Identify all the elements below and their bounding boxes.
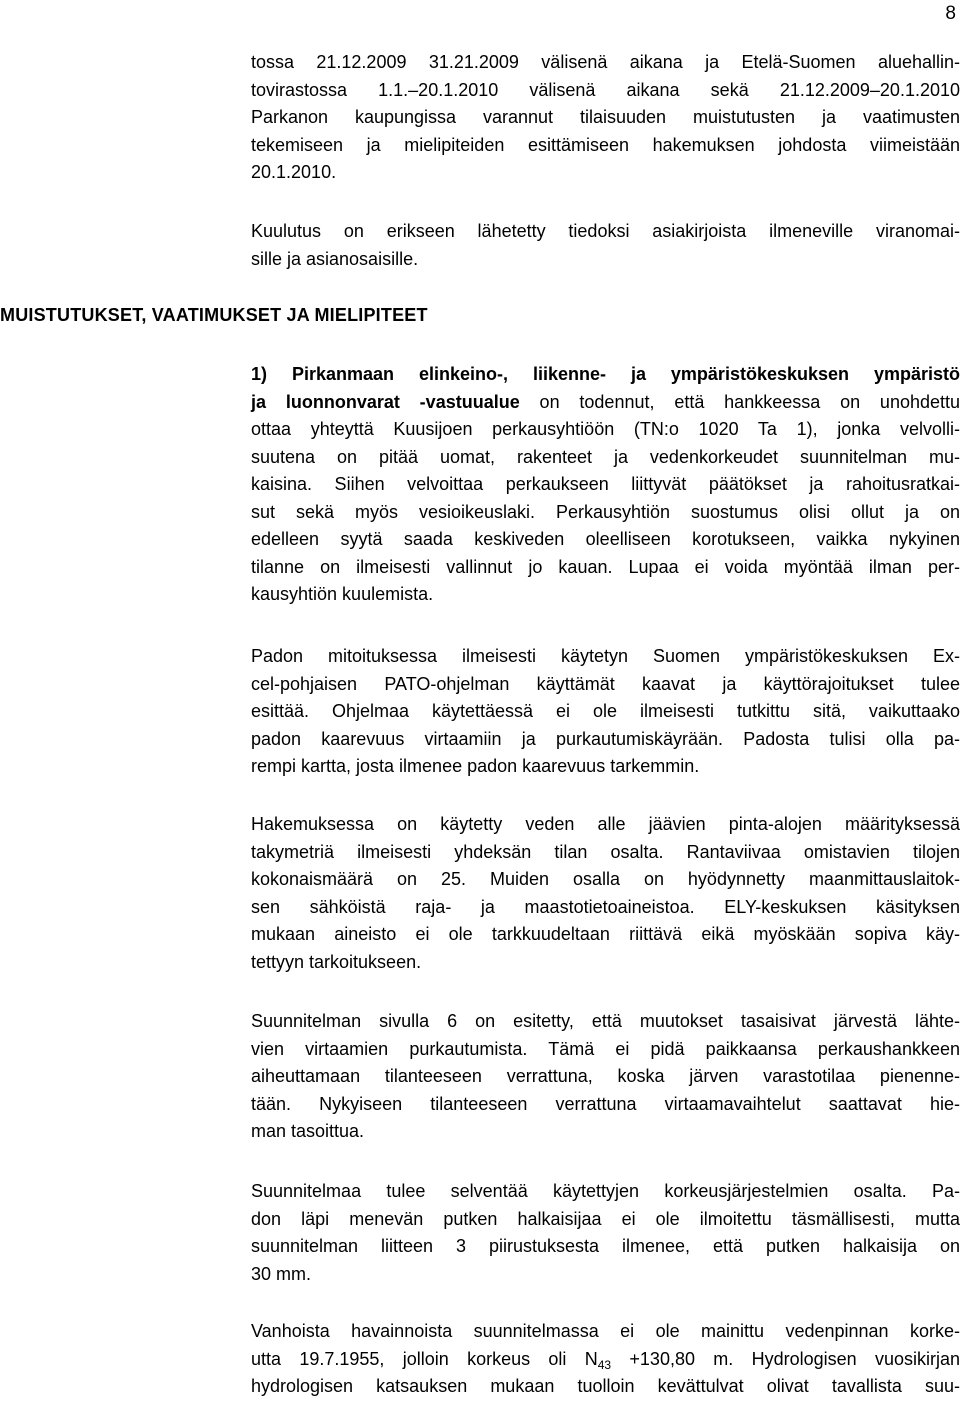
text-line: sen sähköistä raja- ja maastotietoaineistoa. ELY-keskuksen käsityksen bbox=[251, 896, 960, 917]
text-line: vien virtaamien purkautumista. Tämä ei pidä paikkaansa perkaushankkeen bbox=[251, 1038, 960, 1059]
text-line: Parkanon kaupungissa varannut tilaisuuden muistutusten ja vaatimusten bbox=[251, 107, 960, 127]
text-line: tovirastossa 1.1.–20.1.2010 välisenä aikana sekä 21.12.2009–20.1.2010 bbox=[251, 79, 960, 100]
text-line: sille ja asianosaisille. bbox=[251, 248, 419, 269]
text-line: esittää. Ohjelmaa käytettäessä ei ole ilmeisesti tutkittu sitä, vaikuttaako bbox=[251, 701, 960, 721]
text-line: mukaan aineisto ei ole tarkkuudeltaan riittävä eikä myöskään sopiva käy- bbox=[251, 924, 960, 944]
statement-paragraph-4 bbox=[251, 1008, 960, 1146]
text-line: don läpi menevän putken halkaisijaa ei ole ilmoitettu täsmällisesti, mutta bbox=[251, 1208, 960, 1229]
statement-paragraph-1 bbox=[251, 361, 960, 609]
text-line: ottaa yhteyttä Kuusijoen perkausyhtiöön (TN:o 1020 Ta 1), jonka velvolli- bbox=[251, 419, 960, 439]
intro-paragraph bbox=[251, 49, 960, 187]
text-line: Suunnitelmaa tulee selventää käytettyjen korkeusjärjestelmien osalta. Pa- bbox=[251, 1181, 960, 1201]
text-line: Hakemuksessa on käytetty veden alle jäävien pinta-alojen määrityksessä bbox=[251, 814, 960, 834]
text-line: 20.1.2010. bbox=[251, 162, 337, 182]
text-line: cel-pohjaisen PATO-ohjelman käyttämät kaavat ja käyttörajoitukset tulee bbox=[251, 673, 960, 694]
text-line: 30 mm. bbox=[251, 1263, 312, 1284]
text-line: rempi kartta, josta ilmenee padon kaarevuus tarkemmin. bbox=[251, 756, 700, 776]
text-line: Kuulutus on erikseen lähetetty tiedoksi asiakirjoista ilmeneville viranomai- bbox=[251, 221, 960, 241]
text-run: utta 19.7.1955, jolloin korkeus oli N bbox=[251, 1348, 598, 1369]
text-line: tossa 21.12.2009 31.21.2009 välisenä aikana ja Etelä-Suomen aluehallin- bbox=[251, 52, 960, 72]
text-line: kausyhtiön kuulemista. bbox=[251, 584, 434, 604]
bold-lead: ja luonnonvarat -vastuualue bbox=[251, 391, 520, 412]
text-line: man tasoittua. bbox=[251, 1121, 365, 1141]
text-line: takymetriä ilmeisesti yhdeksän tilan osalta. Rantaviivaa omistavien tilojen bbox=[251, 841, 960, 862]
text-line: tilanne on ilmeisesti vallinnut jo kauan. Lupaa ei voida myöntää ilman per- bbox=[251, 556, 960, 577]
text-line: sut sekä myös vesioikeuslaki. Perkausyhtiön suostumus olisi ollut ja on bbox=[251, 501, 960, 522]
section-heading: MUISTUTUKSET, VAATIMUKSET JA MIELIPITEET bbox=[0, 305, 428, 325]
text-line: suutena on pitää uomat, rakenteet ja vedenkorkeudet suunnitelman mu- bbox=[251, 446, 960, 467]
text-line: tekemiseen ja mielipiteiden esittämiseen hakemuksen johdosta viimeistään bbox=[251, 134, 960, 155]
text-line: Padon mitoituksessa ilmeisesti käytetyn Suomen ympäristökeskuksen Ex- bbox=[251, 646, 960, 666]
text-line bbox=[251, 361, 960, 389]
text-line: tettyyn tarkoitukseen. bbox=[251, 951, 422, 972]
text-line: padon kaarevuus virtaamiin ja purkautumiskäyrään. Padosta tulisi olla pa- bbox=[251, 728, 960, 749]
text-line: edelleen syytä saada keskiveden oleelliseen korotukseen, vaikka nykyinen bbox=[251, 529, 960, 549]
bold-lead: 1) Pirkanmaan elinkeino-, liikenne- ja ympäristökeskuksen ympäristö bbox=[251, 364, 960, 384]
statement-paragraph-5 bbox=[251, 1178, 960, 1288]
text-line bbox=[251, 389, 960, 417]
statement-paragraph-6 bbox=[251, 1318, 960, 1401]
text-line: suunnitelman liitteen 3 piirustuksesta ilmenee, että putken halkaisija on bbox=[251, 1236, 960, 1256]
text-line: kokonaismäärä on 25. Muiden osalla on hyödynnetty maanmittauslaitok- bbox=[251, 869, 960, 889]
text-line bbox=[251, 1346, 960, 1374]
text-run: on todennut, että hankkeessa on unohdettu bbox=[519, 391, 960, 412]
text-line: Suunnitelman sivulla 6 on esitetty, että muutokset tasaisivat järvestä lähte- bbox=[251, 1011, 960, 1031]
text-line: aiheuttamaan tilanteeseen verrattuna, koska järven varastotilaa pienenne- bbox=[251, 1066, 960, 1086]
subscript: 43 bbox=[597, 1357, 612, 1372]
text-run: +130,80 m. Hydrologisen vuosikirjan bbox=[611, 1348, 960, 1369]
text-line: kaisina. Siihen velvoittaa perkaukseen liittyvät päätökset ja rahoitusratkai- bbox=[251, 474, 960, 494]
statement-paragraph-3 bbox=[251, 811, 960, 976]
statement-paragraph-2 bbox=[251, 643, 960, 781]
kuulutus-paragraph bbox=[251, 218, 960, 273]
page-number: 8 bbox=[945, 3, 956, 24]
text-line: tään. Nykyiseen tilanteeseen verrattuna virtaamavaihtelut saattavat hie- bbox=[251, 1093, 960, 1114]
text-line: Vanhoista havainnoista suunnitelmassa ei ole mainittu vedenpinnan korke- bbox=[251, 1321, 960, 1341]
text-line: hydrologisen katsauksen mukaan tuolloin kevättulvat olivat tavallista suu- bbox=[251, 1376, 960, 1396]
